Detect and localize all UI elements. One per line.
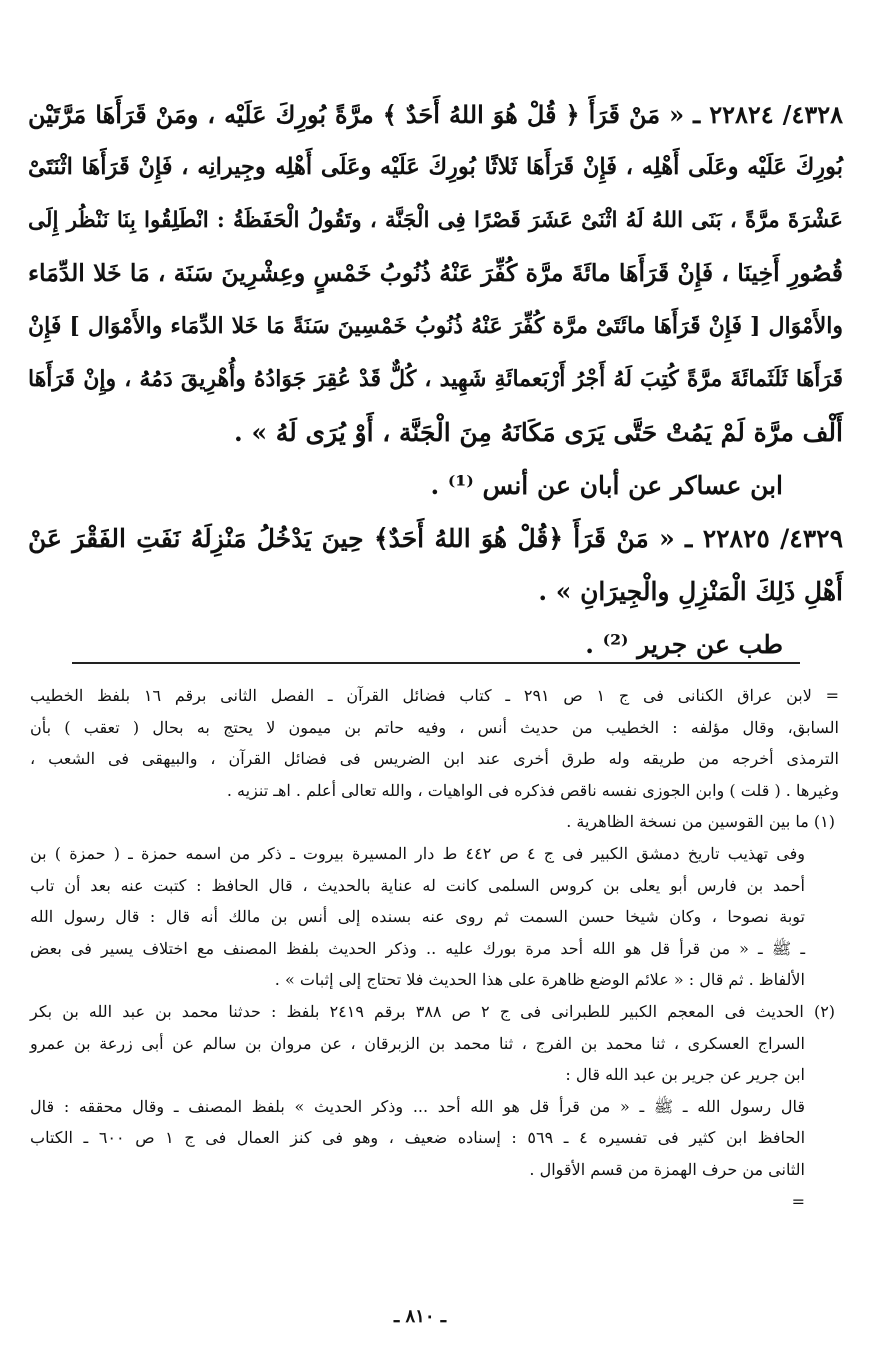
footnotes xyxy=(30,680,839,1217)
hadith-4328-line-3: عَشْرَةَ مرَّةً ، بَنَى اللهُ لَهُ اثْنَىْ عَشَرَ قَصْرًا فِى الْجَنَّة ، وتَقُولُ الْحَفَظَةُ : انْطَلِقُوا بِنَا نَنْظُر إِلَى xyxy=(28,208,843,233)
footnote-line: = xyxy=(791,1191,805,1211)
hadith-4329-line-2: أَهْلِ ذَلِكَ الْمَنْزِلِ والْجِيرَانِ » . xyxy=(538,577,843,606)
hadith-4329-line-1: ٤٣٢٩/ ٢٢٨٢٥ ـ « مَنْ قَرَأَ ﴿قُلْ هُوَ اللهُ أَحَدٌ﴾ حِينَ يَدْخُلُ مَنْزِلَهُ نَفَتِ الفَقْرَ عَنْ xyxy=(28,524,844,553)
footnote-line: توبة نصوحا ، وكان شيخا حسن السمت ثم روى عنه بسنده إلى أنس بن مالك أنه قال : قال رسول الله xyxy=(30,907,805,927)
footnote-line: الترمذى أخرجه من طريقه وله طرق أخرى عند ابن الضريس فى فضائل القرآن ، والبيهقى فى الشعب ، xyxy=(30,749,839,769)
footnote-line: = لابن عراق الكنانى فى ج ١ ص ٢٩١ ـ كتاب فضائل القرآن ـ الفصل الثانى برقم ١٦ بلفظ الخطيب xyxy=(30,686,840,705)
footnote-line: قال رسول الله ـ ﷺ ـ « من قرأ قل هو الله أحد ... وذكر الحديث » بلفظ المصنف ـ وقال محققه : قال xyxy=(30,1096,805,1116)
footnote-line: السراج العسكرى ، ثنا محمد بن الفرج ، ثنا محمد بن الزبرقان ، عن مروان بن سالم عن أبى زرعة بن عمرو xyxy=(30,1033,805,1053)
hadith-4328-source: ابن عساكر عن أبان عن أنس ⁽¹⁾ . xyxy=(430,471,783,500)
footnote-line: وغيرها . ( قلت ) وابن الجوزى نفسه ناقص فذكره فى الواهيات ، والله تعالى أعلم . اهـ تنزيه . xyxy=(226,780,839,800)
hadith-4328-line-2: بُورِكَ عَلَيْه وعَلَى أَهْلِه ، فَإِنْ قَرَأَهَا ثَلاثًا بُورِكَ عَلَيْه وعَلَى أَهْلِه وجِيرانِه ، فَإِنْ قَرَأَهَا اثْنَتَىْ xyxy=(28,154,843,180)
hadith-4329-source: طب عن جرير ⁽²⁾ . xyxy=(585,630,783,659)
footnote-line: الثانى من حرف الهمزة من قسم الأقوال . xyxy=(529,1159,805,1179)
footnote-line: وفى تهذيب تاريخ دمشق الكبير فى ج ٤ ص ٤٤٢ ط دار المسيرة بيروت ـ ذكر من اسمه حمزة ـ ( حمزة ) بن xyxy=(30,843,806,863)
footnote-line: أحمد بن فارس أبو يعلى بن كروس السلمى كانت له عناية بالحديث ، قال الحافظ : كتبت عنه بعد أن تاب xyxy=(30,875,805,895)
hadith-4328-line-4: قُصُورِ أَخِينَا ، فَإِنْ قَرَأَهَا مائَةَ مرَّة كُفِّرَ عَنْهُ ذُنُوبُ خَمْسٍ وعِشْرِينَ سَنَة ، مَا خَلا الدِّمَاء xyxy=(28,259,843,287)
footnote-line: (١) ما بين القوسين من نسخة الظاهرية . xyxy=(566,812,835,832)
footnote-line: السابق، وقال مؤلفه : الخطيب من حديث أنس ، وفيه حاتم بن ميمون لا يحتج به بحال ( تعقب ) بأن xyxy=(30,717,839,737)
hadith-4328-line-6: قَرَأَهَا ثَلَثَمائَةَ مرَّةً كُتِبَ لَهُ أَجْرُ أَرْبَعمائَةِ شَهِيد ، كُلٌّ قَدْ عُقِرَ جَوَادُهُ وأُهْرِيقَ دَمُهُ ، وإِنْ قَرَأَهَا xyxy=(28,366,843,392)
footnote-line: (٢) الحديث فى المعجم الكبير للطبرانى فى ج ٢ ص ٣٨٨ برقم ٢٤١٩ بلفظ : حدثنا محمد بن عبد الله بن بكر xyxy=(30,1001,836,1021)
hadith-4328-line-5: والأَمْوَال [ فَإِنْ قَرَأَهَا مائَتَىْ مرَّة كُفِّرَ عَنْهُ ذُنُوبُ خَمْسِينَ سَنَةً مَا خَلا الدِّمَاء والأَمْوَال ] فَإِنْ xyxy=(28,313,843,339)
footnote-line: ابن جرير عن جرير بن عبد الله قال : xyxy=(565,1065,805,1085)
hadith-4328-line-7: أَلْف مرَّة لَمْ يَمُتْ حَتَّى يَرَى مَكَانَهُ مِنَ الْجَنَّة ، أَوْ يُرَى لَهُ » . xyxy=(234,418,843,447)
page-number: ـ ٨١٠ ـ xyxy=(393,1306,447,1327)
footnote-line: الألفاظ . ثم قال : « علائم الوضع ظاهرة على هذا الحديث فلا تحتاج إلى إثبات » . xyxy=(274,970,805,990)
hadith-4328-line-1: ٤٣٢٨/ ٢٢٨٢٤ ـ « مَنْ قَرَأَ ﴿ قُلْ هُوَ اللهُ أَحَدٌ ﴾ مرَّةً بُورِكَ عَلَيْه ، ومَنْ قَرَأَهَا مَرَّتَيْن xyxy=(28,100,844,129)
footnote-line: ـ ﷺ ـ « من قرأ قل هو الله أحد مرة بورك عليه .. وذكر الحديث بلفظ المصنف مع اختلاف يسير فى بعض xyxy=(30,938,805,958)
footnote-line: الحافظ ابن كثير فى تفسيره ٤ ـ ٥٦٩ : إسناده ضعيف ، وهو فى كنز العمال فى ج ١ ص ٦٠٠ ـ الكتاب xyxy=(30,1128,806,1148)
footnote-divider xyxy=(72,662,800,664)
main-text xyxy=(28,88,843,671)
